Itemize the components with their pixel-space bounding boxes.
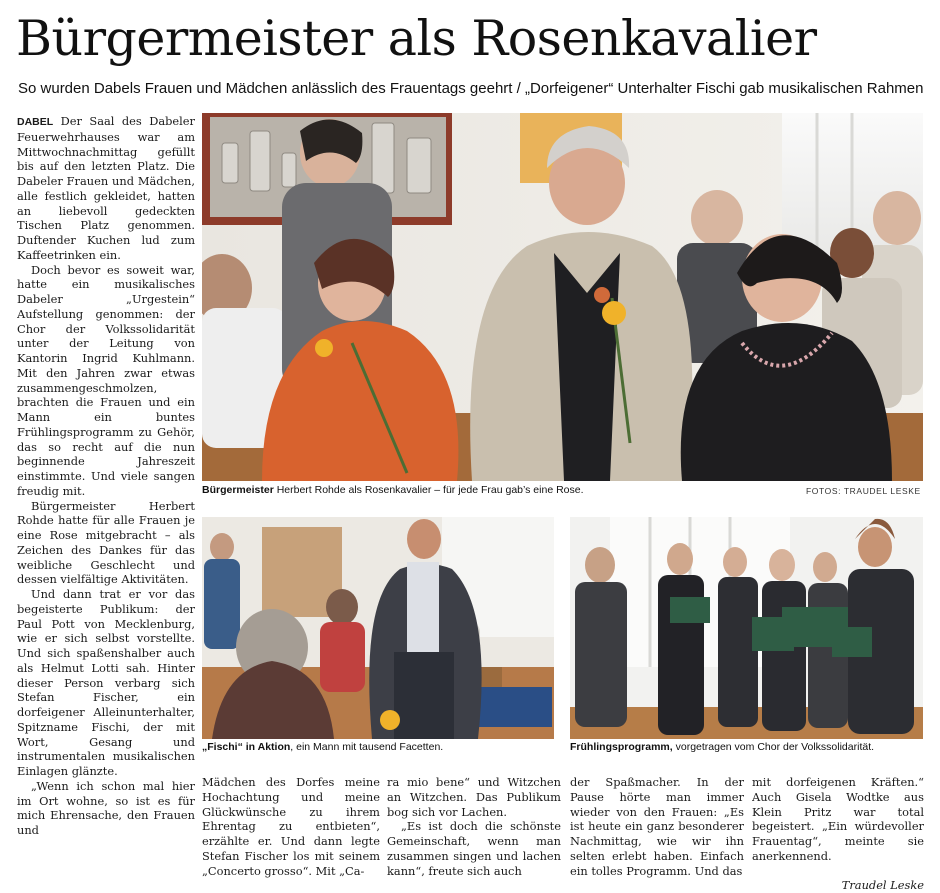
article-column-4 [570,775,744,893]
caption-rosenkavalier [202,484,782,497]
photo-fischi [202,517,554,739]
photo-credit: FOTOS: TRAUDEL LESKE [806,486,921,496]
caption-rosenkavalier-bold: Bürgermeister [202,484,274,496]
column-3-paragraph-1: ra mio bene“ und Witzchen an Witzchen. Das Publikum bog sich vor Lachen. [387,775,561,819]
subheadline: So wurden Dabels Frauen und Mädchen anlässlich des Frauentags geehrt / „Dorfeigener“ Unterhalter Fischi gab musikalischen Rahmen [18,80,924,97]
article-column-3 [387,775,561,893]
column-4-text: der Spaßmacher. In der Pause hörte man immer wieder von den Frauen: „Es ist heute ein ganz besonderer Nachmittag, wie wir ihn selten erlebt haben. Einfach ein tolles Programm. Und das [570,775,744,878]
photo-rosenkavalier-image [202,113,923,481]
caption-choir [570,741,923,754]
paragraph-3: Bürgermeister Herbert Rohde hatte für alle Frauen je eine Rose mitgebracht – als Zeichen des Dankes für das weibliche Geschlecht und dessen vielfältige Aktivitäten. [17,498,195,587]
paragraph-5: „Wenn ich schon mal hier im Ort wohne, so ist es für mich Ehrensache, den Frauen und [17,778,195,837]
caption-fischi [202,741,554,754]
photo-choir [570,517,923,739]
paragraph-2: Doch bevor es soweit war, hatte ein musikalisches Dabeler „Urgestein“ Aufstellung genommen: der Chor der Volkssolidarität unter der Leitung von Kantorin Ingrid Kuhlmann. Mit den Jahren zwar etwas zusammengeschmolzen, brachten die Frauen und ein Mann ein buntes Frühlingsprogramm zu Gehör, das so recht auf die nun beginnende Jahreszeit einstimmte. Und viele sangen freudig mit. [17,262,195,498]
paragraph-1 [17,114,195,263]
caption-rosenkavalier-text: Herbert Rohde als Rosenkavalier – für jede Frau gab’s eine Rose. [273,484,584,496]
dateline: DABEL [17,116,54,128]
column-2-text: Mädchen des Dorfes meine Hochachtung und meine Glückwünsche zu ihrem Ehrentag zu entbieten“, erzählte er. Und dann legte Stefan Fischer los mit seinem „Concerto grosso“. Mit „Ca- [202,775,380,878]
column-5-text: mit dorfeigenen Kräften.“ Auch Gisela Wodtke aus Klein Pritz war total begeistert. „Ein würdevoller Frauentag“, meinte sie anerkennend. [752,775,924,863]
caption-choir-text: vorgetragen vom Chor der Volkssolidarität. [672,741,875,753]
column-3-paragraph-2: „Es ist doch die schönste Gemeinschaft, wenn man zusammen singen und lachen kann“, freute sich auch [387,819,561,878]
paragraph-1-text: Der Saal des Dabeler Feuerwehrhauses war am Mittwochnachmittag gefüllt bis auf den letzten Platz. Die Dabeler Frauen und Mädchen, alle festlich gekleidet, hatten an liebevoll gedeckten Tischen Platz genommen. Duftender Kuchen lud zum Kaffeetrinken ein. [17,114,195,262]
caption-fischi-bold: „Fischi“ in Aktion [202,741,291,753]
photo-rosenkavalier [202,113,923,481]
article-column-5 [752,775,924,893]
caption-choir-bold: Frühlingsprogramm, [570,741,673,753]
caption-fischi-text: , ein Mann mit tausend Facetten. [290,741,444,753]
article-column-1 [17,114,195,893]
photo-fischi-image [202,517,554,739]
photo-choir-image [570,517,923,739]
article-column-2 [202,775,380,893]
headline: Bürgermeister als Rosenkavalier [16,10,817,67]
paragraph-4: Und dann trat er vor das begeisterte Publikum: der Paul Pott von Mecklenburg, wie er sich selbst vorstellte. Und sich spaßenshalber auch als Helmut Lotti sah. Hinter dieser Person verbarg sich Stefan Fischer, ein dorfeigener Alleinunterhalter, Spitzname Fischi, der mit Wort, Gesang und instrumentalen musikalischen Einlagen glänzte. [17,587,195,778]
author-signature: Traudel Leske [841,877,924,892]
